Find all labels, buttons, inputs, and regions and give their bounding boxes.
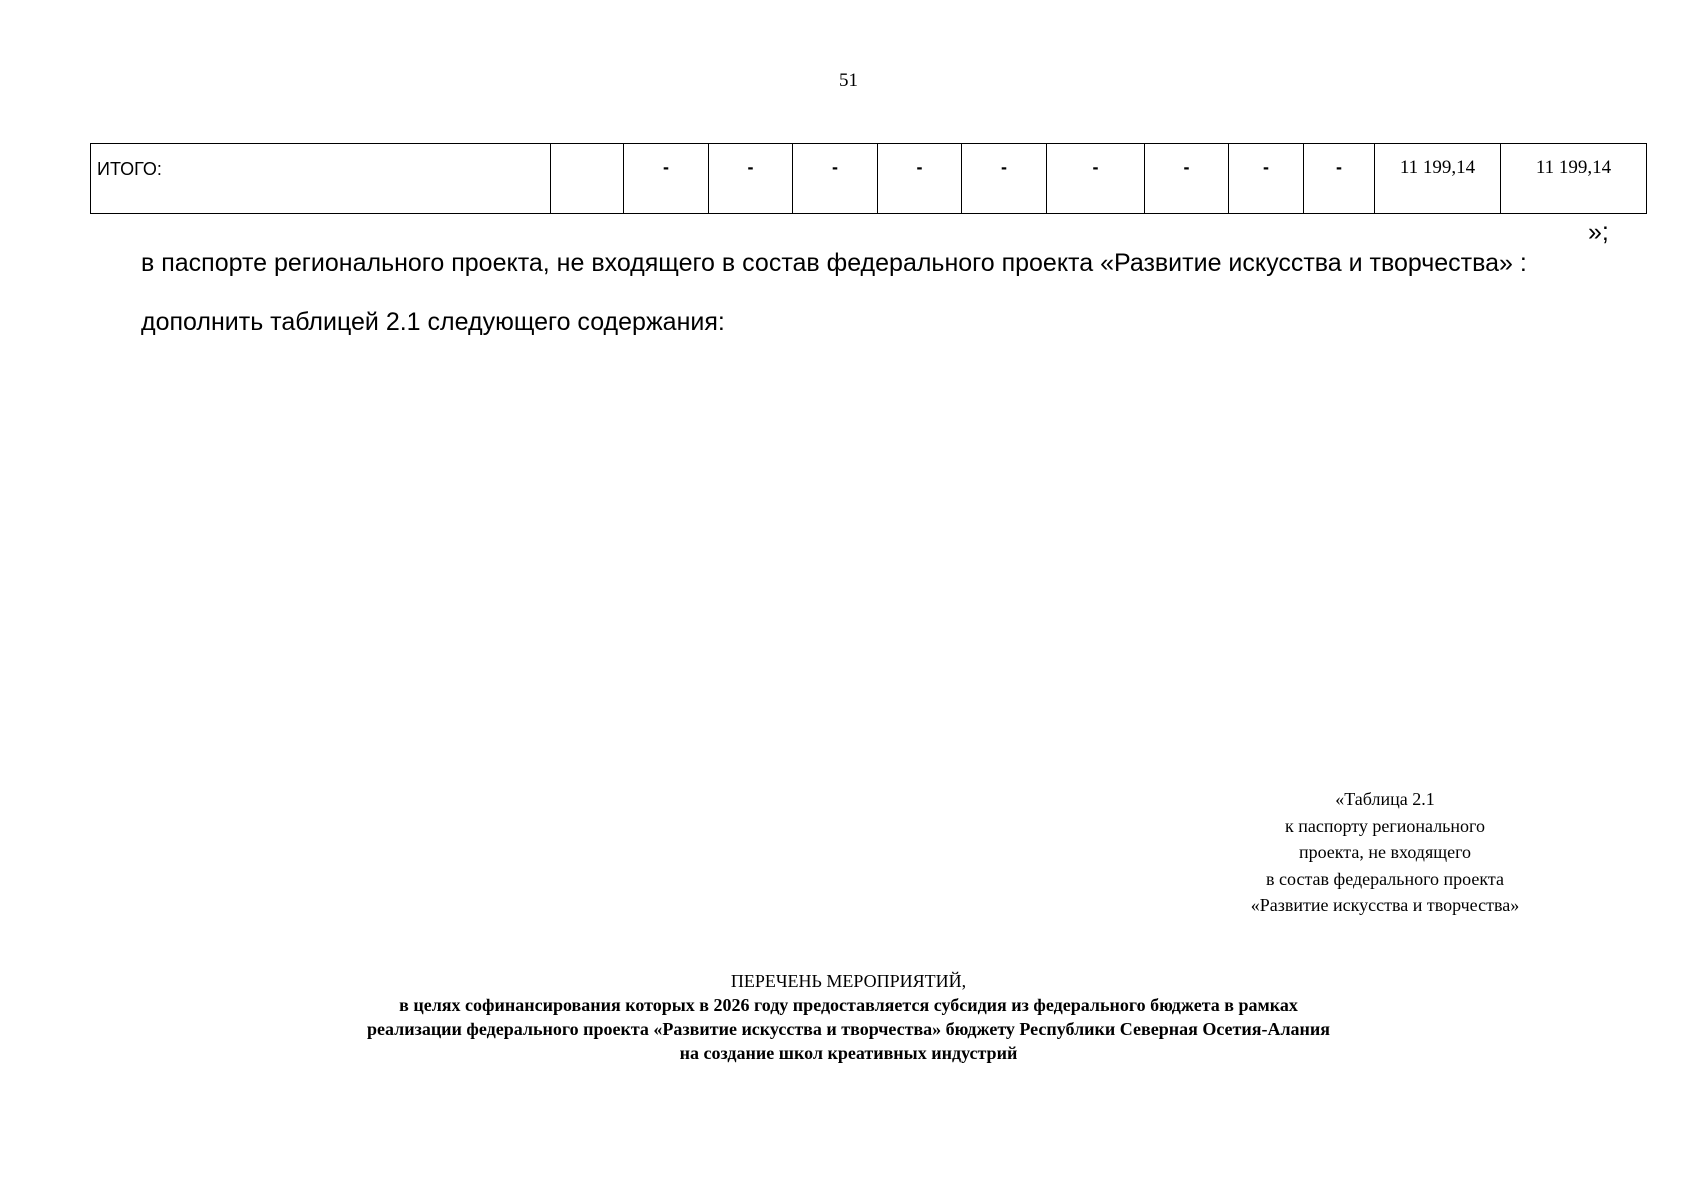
table-cell: - (1304, 144, 1375, 214)
list-subtitle-line: на создание школ креативных индустрий (679, 1043, 1018, 1063)
total-row (91, 144, 1647, 214)
total-label: ИТОГО: (91, 144, 551, 214)
closing-quote: »; (1588, 218, 1609, 246)
table-cell: - (1047, 144, 1145, 214)
table-cell: - (793, 144, 878, 214)
list-subtitle-line: реализации федерального проекта «Развитие искусства и творчества» бюджету Республики Северная Осетия-Алания (366, 1019, 1331, 1039)
caption-line: проекта, не входящего (1298, 842, 1472, 862)
page-number: 51 (839, 70, 858, 91)
list-heading (0, 969, 1697, 1065)
table-caption (1185, 786, 1585, 919)
table-cell (551, 144, 624, 214)
caption-line: в состав федерального проекта (1266, 868, 1504, 889)
paragraph-passport: в паспорте регионального проекта, не входящего в состав федерального проекта «Развитие искусства и творчества» : (141, 249, 1527, 277)
table-cell: - (878, 144, 962, 214)
table-cell: - (1229, 144, 1304, 214)
table-cell-total: 11 199,14 (1375, 144, 1501, 214)
table-cell: - (624, 144, 709, 214)
table-cell: - (962, 144, 1047, 214)
table-cell: - (709, 144, 793, 214)
table-cell-total: 11 199,14 (1501, 144, 1647, 214)
caption-line: «Таблица 2.1 (1335, 789, 1435, 809)
table-cell: - (1145, 144, 1229, 214)
caption-line: «Развитие искусства и творчества» (1250, 895, 1520, 915)
caption-line: к паспорту регионального (1285, 815, 1485, 836)
list-title: ПЕРЕЧЕНЬ МЕРОПРИЯТИЙ, (730, 971, 967, 991)
total-table (90, 143, 1647, 214)
paragraph-supplement: дополнить таблицей 2.1 следующего содержания: (141, 308, 725, 336)
list-subtitle-line: в целях софинансирования которых в 2026 году предоставляется субсидия из федерального бюджета в рамках (399, 995, 1298, 1015)
